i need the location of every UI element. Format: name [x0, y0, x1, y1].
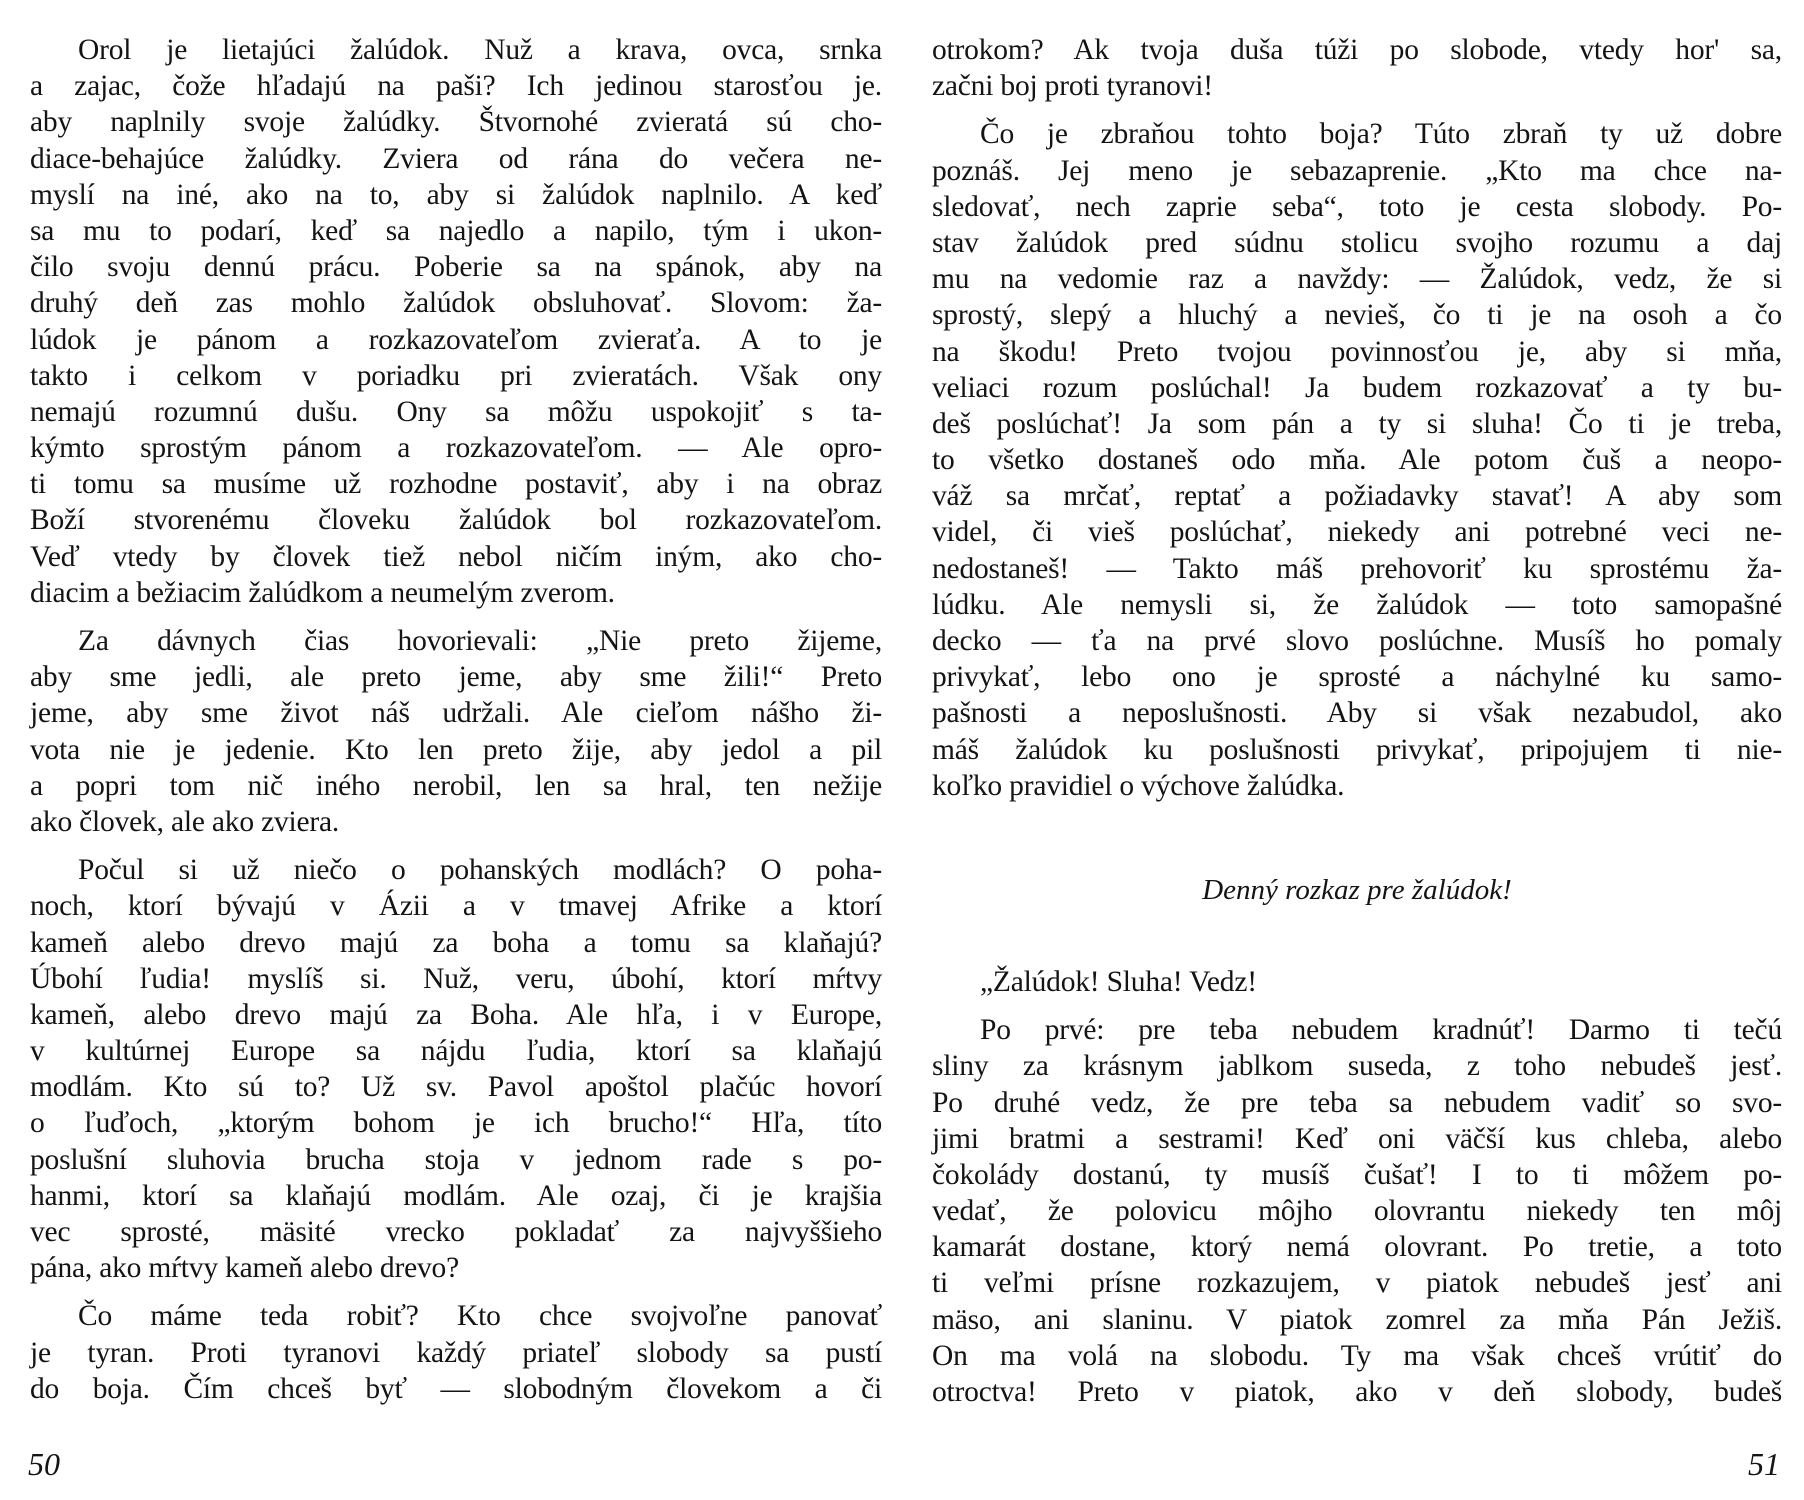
text-line: mäso, ani slaninu. V piatok zomrel za mňa Pán Ježiš.	[932, 1303, 1782, 1336]
text-line: lúdok je pánom a rozkazovateľom zvieraťa. A to je	[30, 323, 882, 356]
text-line: nemajú rozumnú dušu. Ony sa môžu uspokojiť s ta-	[30, 395, 882, 428]
text-line: Po druhé vedz, že pre teba sa nebudem vadiť so svo-	[932, 1086, 1782, 1119]
text-line: sprostý, slepý a hluchý a nevieš, čo ti je na osoh a čo	[932, 299, 1782, 332]
text-line: diace-behajúce žalúdky. Zviera od rána do večera ne-	[30, 142, 882, 175]
page-number-left: 50	[28, 1446, 60, 1482]
text-line: noch, ktorí bývajú v Ázii a v tmavej Afrike a ktorí	[30, 890, 882, 923]
text-line: druhý deň zas mohlo žalúdok obsluhovať. Slovom: ža-	[30, 287, 882, 320]
text-line: Úbohí ľudia! myslíš si. Nuž, veru, úbohí, ktorí mŕtvy	[30, 962, 882, 995]
text-line: poznáš. Jej meno je sebazaprenie. „Kto ma chce na-	[932, 154, 1782, 187]
text-line: pána, ako mŕtvy kameň alebo drevo?	[30, 1252, 459, 1285]
text-line: Veď vtedy by človek tiež nebol ničím iným, ako cho-	[30, 540, 882, 573]
text-line: Boží stvorenému človeku žalúdok bol rozkazovateľom.	[30, 504, 882, 537]
text-line: jimi bratmi a sestrami! Keď oni väčší kus chleba, alebo	[932, 1122, 1782, 1155]
text-line: Orol je lietajúci žalúdok. Nuž a krava, ovca, srnka	[78, 34, 882, 66]
text-line: takto i celkom v poriadku pri zvieratách. Však ony	[30, 359, 882, 392]
left-page-text	[30, 32, 882, 1407]
text-line: poslušní sluhovia brucha stoja v jednom rade s po-	[30, 1143, 882, 1176]
text-line: On ma volá na slobodu. Ty ma však chceš vrútiť do	[932, 1339, 1782, 1372]
text-line: otrokom? Ak tvoja duša túži po slobode, vtedy hor' sa,	[932, 34, 1782, 66]
paragraph-gap	[30, 611, 882, 623]
paragraph	[30, 32, 882, 611]
text-line: sa mu to podarí, keď sa najedlo a napilo, tým i ukon-	[30, 214, 882, 247]
text-line: hanmi, ktorí sa klaňajú modlám. Ale ozaj, či je krajšia	[30, 1179, 882, 1212]
text-line: vota nie je jedenie. Kto len preto žije, aby jedol a pil	[30, 733, 882, 766]
text-line: ako človek, ale ako zviera.	[30, 805, 340, 838]
paragraph	[30, 852, 882, 1286]
text-line: ti tomu sa musíme už rozhodne postaviť, aby i na obraz	[30, 468, 882, 501]
text-line: do boja. Čím chceš byť — slobodným človekom a či	[30, 1372, 882, 1405]
text-line: Čo je zbraňou tohto boja? Túto zbraň ty už dobre	[980, 118, 1782, 151]
text-line: kameň alebo drevo majú za boha a tomu sa klaňajú?	[30, 926, 882, 959]
text-line: Za dávnych čias hovorievali: „Nie preto žijeme,	[78, 625, 882, 657]
right-page-text-after-heading	[932, 964, 1782, 1410]
text-line: kamarát dostane, ktorý nemá olovrant. Po tretie, a toto	[932, 1231, 1782, 1264]
text-line: máš žalúdok ku poslušnosti privykať, pripojujem ti nie-	[932, 733, 1782, 766]
section-heading: Denný rozkaz pre žalúdok!	[1202, 873, 1512, 906]
text-line: otroctva! Preto v piatok, ako v deň slobody, budeš	[932, 1376, 1782, 1408]
text-line: nedostaneš! — Takto máš prehovoriť ku sprostému ža-	[932, 552, 1782, 585]
paragraph	[932, 32, 1782, 104]
paragraph-gap	[932, 104, 1782, 116]
text-line: v kultúrnej Europe sa nájdu ľudia, ktorí sa klaňajú	[30, 1035, 882, 1068]
text-line: „Žalúdok! Sluha! Vedz!	[980, 965, 1257, 998]
text-line: Počul si už niečo o pohanských modlách? O poha-	[78, 854, 882, 887]
text-line: stav žalúdok pred súdnu stolicu svojho rozumu a daj	[932, 226, 1782, 259]
paragraph-gap	[932, 1000, 1782, 1012]
text-line: ti veľmi prísne rozkazujem, v piatok nebudeš jesť ani	[932, 1267, 1782, 1300]
text-line: jeme, aby sme život náš udržali. Ale cieľom nášho ži-	[30, 697, 882, 730]
paragraph	[30, 1298, 882, 1407]
text-line: diacim a bežiacim žalúdkom a neumelým zverom.	[30, 576, 615, 609]
text-line: mu na vedomie raz a navždy: — Žalúdok, vedz, že si	[932, 263, 1782, 296]
text-line: veliaci rozum poslúchal! Ja budem rozkazovať a ty bu-	[932, 371, 1782, 404]
right-page-text-before-heading	[932, 32, 1782, 804]
text-line: vedať, že polovicu môjho olovrantu niekedy ten môj	[932, 1195, 1782, 1228]
paragraph-gap	[30, 1286, 882, 1298]
text-line: videl, či vieš poslúchať, niekedy ani potrebné veci ne-	[932, 516, 1782, 549]
text-line: Po prvé: pre teba nebudem kradnúť! Darmo ti tečú	[980, 1014, 1782, 1047]
text-line: sliny za krásnym jablkom suseda, z toho nebudeš jesť.	[932, 1050, 1782, 1083]
paragraph-gap	[30, 840, 882, 852]
text-line: aby naplnily svoje žalúdky. Štvornohé zvieratá sú cho-	[30, 106, 882, 139]
text-line: na škodu! Preto tvojou povinnosťou je, aby si mňa,	[932, 335, 1782, 368]
paragraph	[30, 623, 882, 840]
paragraph	[932, 964, 1782, 1000]
text-line: aby sme jedli, ale preto jeme, aby sme žili!“ Preto	[30, 661, 882, 694]
page-number-right: 51	[1748, 1446, 1780, 1482]
paragraph	[932, 116, 1782, 804]
text-line: koľko pravidiel o výchove žalúdka.	[932, 769, 1345, 802]
text-line: čokolády dostanú, ty musíš čušať! I to ti môžem po-	[932, 1158, 1782, 1191]
text-line: vec sprosté, mäsité vrecko pokladať za najvyššieho	[30, 1216, 882, 1248]
text-line: kýmto sprostým pánom a rozkazovateľom. — Ale opro-	[30, 432, 882, 465]
text-line: je tyran. Proti tyranovi každý priateľ slobody sa pustí	[30, 1336, 882, 1369]
text-line: o ľuďoch, „ktorým bohom je ich brucho!“ Hľa, títo	[30, 1107, 882, 1140]
text-line: sledovať, nech zaprie seba“, toto je cesta slobody. Po-	[932, 190, 1782, 223]
text-line: to všetko dostaneš odo mňa. Ale potom čuš a neopo-	[932, 444, 1782, 477]
text-line: čilo svoju dennú prácu. Poberie sa na spánok, aby na	[30, 251, 882, 284]
text-line: privykať, lebo ono je sprosté a náchylné ku samo-	[932, 661, 1782, 694]
right-page-text	[932, 32, 1782, 1410]
text-line: a zajac, čože hľadajú na paši? Ich jedinou starosťou je.	[30, 70, 882, 103]
text-line: modlám. Kto sú to? Už sv. Pavol apoštol plačúc hovorí	[30, 1071, 882, 1104]
text-line: váž sa mrčať, reptať a požiadavky stavať! A aby som	[932, 480, 1782, 513]
text-line: deš poslúchať! Ja som pán a ty si sluha! Čo ti je treba,	[932, 407, 1782, 440]
text-line: decko — ťa na prvé slovo poslúchne. Musíš ho pomaly	[932, 625, 1782, 657]
text-line: myslí na iné, ako na to, aby si žalúdok naplnilo. A keď	[30, 178, 882, 211]
text-line: začni boj proti tyranovi!	[932, 70, 1213, 103]
text-line: pašnosti a neposlušnosti. Aby si však nezabudol, ako	[932, 697, 1782, 730]
paragraph	[932, 1012, 1782, 1410]
text-line: lúdku. Ale nemysli si, že žalúdok — toto samopašné	[932, 588, 1782, 621]
text-line: a popri tom nič iného nerobil, len sa hral, ten nežije	[30, 769, 882, 802]
text-line: kameň, alebo drevo majú za Boha. Ale hľa, i v Europe,	[30, 998, 882, 1031]
text-line: Čo máme teda robiť? Kto chce svojvoľne panovať	[78, 1300, 882, 1333]
